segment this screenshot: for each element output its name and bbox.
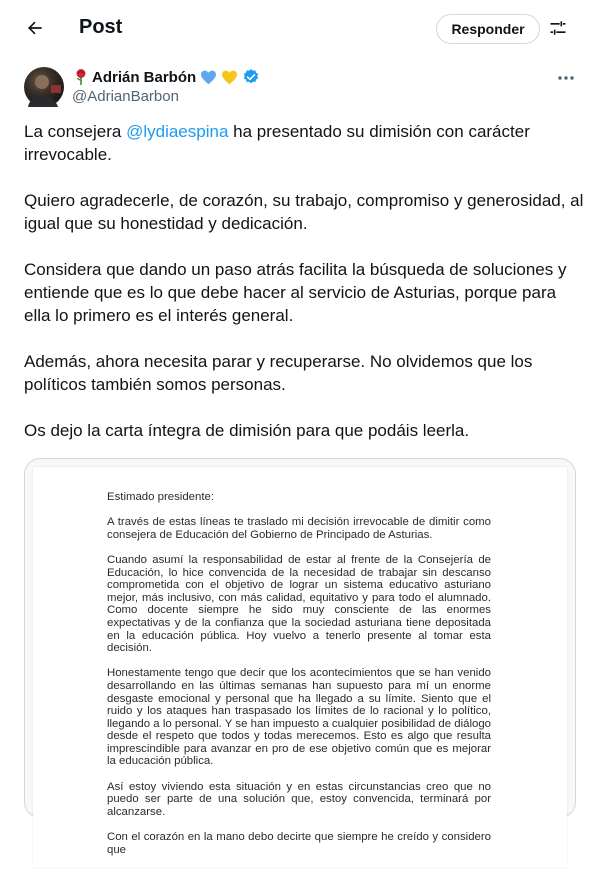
settings-button[interactable] (546, 18, 570, 42)
back-arrow-icon (25, 18, 45, 43)
letter-document (33, 467, 567, 867)
letter-greeting: Estimado presidente: (107, 491, 215, 503)
letter-paragraph: Honestamente tengo que decir que los acontecimientos que se han venido desarrollando en las últimas semanas han supuesto para mí un enorme desgaste emocional y personal que ha llegado a su límite. Siento que el ruido y los ataques han traspasado los límites de lo racional y lo político, llegando a lo personal. Y se han impuesto a cualquier posibilidad de diálogo desde el respeto que todos y todas merecemos. Esto es algo que resulta imprescindible para avanzar en pro de ese objetivo común que es mejorar la educación pública. (107, 667, 491, 768)
author-name[interactable]: Adrián Barbón (92, 68, 197, 86)
top-bar (0, 0, 600, 58)
verified-badge-icon[interactable] (242, 68, 260, 86)
letter-paragraph: Así estoy viviendo esta situación y en estas circunstancias creo que no puedo ser parte de una solución que, estoy convencida, terminará por alcanzarse. (107, 780, 491, 818)
more-options-button[interactable] (553, 66, 579, 88)
tweet-paragraph (24, 120, 584, 166)
avatar[interactable] (24, 67, 64, 107)
blue-heart-icon (200, 70, 217, 85)
back-button[interactable] (18, 13, 52, 47)
mention-link[interactable]: @lydiaespina (126, 122, 229, 141)
letter-paragraph: Con el corazón en la mano debo decirte que siempre he creído y considero que (107, 831, 491, 856)
yellow-heart-icon (221, 70, 238, 85)
tweet-p1-start: La consejera (24, 122, 127, 141)
tweet-p1-end: ha presentado su dimisión con carácter irrevocable. (24, 122, 530, 164)
more-dots-icon (557, 68, 575, 86)
tweet-paragraph: Considera que dando un paso atrás facilita la búsqueda de soluciones y entiende que es lo que debe hacer al servicio de Asturias, porque para ella lo primero es el interés general. (24, 260, 567, 325)
page-title: Post (79, 16, 123, 38)
rose-icon (74, 68, 88, 86)
letter-body (107, 491, 491, 869)
tweet-paragraph: Quiero agradecerle, de corazón, su trabajo, compromiso y generosidad, al igual que su honestidad y dedicación. (24, 191, 584, 233)
author-handle[interactable]: @AdrianBarbon (72, 88, 179, 105)
tweet-paragraph: Además, ahora necesita parar y recuperarse. No olvidemos que los políticos también somos personas. (24, 352, 533, 394)
attached-image[interactable] (24, 458, 576, 856)
letter-paragraph: Cuando asumí la responsabilidad de estar al frente de la Consejería de Educación, lo hice convencida de la necesidad de trabajar sin descanso comprometida con el objetivo de lograr un sistema educativo asturiano mejor, más inclusivo, con más calidad, equitativo y para todo el alumnado. Como docente siempre he sido muy consciente de las enormes expectativas y de la confianza que la sociedad asturiana tiene depositada en la educación pública. Hoy vuelvo a tenerlo presente al tomar esta decisión. (107, 553, 491, 655)
sliders-icon (548, 18, 568, 43)
author-row (74, 66, 260, 88)
reply-button[interactable]: Responder (436, 14, 540, 44)
tweet-paragraph: Os dejo la carta íntegra de dimisión para que podáis leerla. (24, 421, 470, 440)
tweet-text (24, 120, 584, 465)
letter-paragraph: A través de estas líneas te traslado mi decisión irrevocable de dimitir como consejera de Educación del Gobierno de Principado de Asturias. (107, 516, 491, 541)
